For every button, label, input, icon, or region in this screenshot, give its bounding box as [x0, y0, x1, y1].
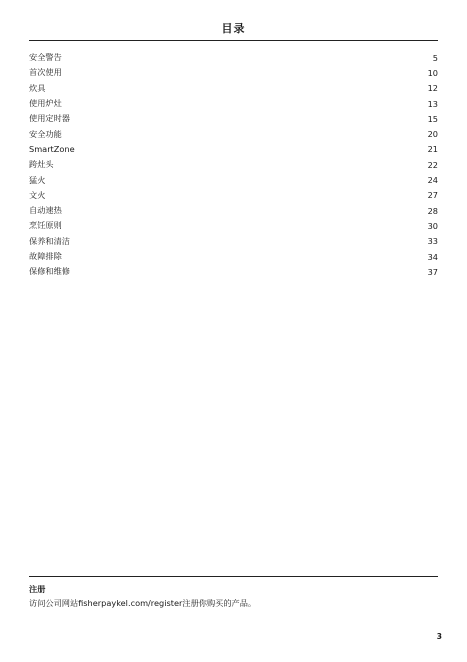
- toc-label: 文火: [29, 189, 46, 200]
- toc-label: 保养和清洁: [29, 235, 70, 246]
- toc-entry[interactable]: [29, 81, 438, 96]
- toc-entry[interactable]: [29, 172, 438, 187]
- toc-page: 13: [427, 98, 438, 109]
- toc-label: 安全警告: [29, 52, 62, 63]
- toc-page: 33: [427, 236, 438, 247]
- toc-page: 34: [427, 251, 438, 262]
- toc-entry[interactable]: [29, 111, 438, 126]
- toc-entry[interactable]: [29, 249, 438, 264]
- toc-label: 首次使用: [29, 67, 62, 78]
- toc-label: 炊具: [29, 82, 46, 93]
- page-number: 3: [436, 632, 442, 641]
- toc-label: 安全功能: [29, 128, 62, 139]
- toc-entry[interactable]: [29, 50, 438, 65]
- toc-page: 28: [427, 205, 438, 216]
- toc-page: 37: [427, 266, 438, 277]
- toc-page: 27: [427, 190, 438, 201]
- table-of-contents: [29, 50, 438, 279]
- toc-label: SmartZone: [29, 144, 75, 155]
- toc-label: 猛火: [29, 174, 46, 185]
- toc-entry[interactable]: [29, 126, 438, 141]
- page-title: 目录: [221, 22, 246, 35]
- toc-label: 自动速热: [29, 205, 62, 216]
- toc-entry[interactable]: [29, 188, 438, 203]
- toc-label: 使用炉灶: [29, 98, 62, 109]
- toc-page: 12: [427, 83, 438, 94]
- toc-label: 使用定时器: [29, 113, 70, 124]
- toc-label: 保修和维修: [29, 266, 70, 277]
- toc-entry[interactable]: [29, 142, 438, 157]
- toc-page: 22: [427, 159, 438, 170]
- toc-entry[interactable]: [29, 96, 438, 111]
- toc-label: 烹饪原则: [29, 220, 62, 231]
- toc-entry[interactable]: [29, 264, 438, 279]
- toc-page: 10: [427, 67, 438, 78]
- toc-page: 21: [427, 144, 438, 155]
- toc-label: 跨灶头: [29, 159, 54, 170]
- toc-entry[interactable]: [29, 203, 438, 218]
- toc-page: 30: [427, 220, 438, 231]
- note-title: 注册: [29, 584, 46, 594]
- toc-page: 5: [432, 52, 438, 63]
- footer-divider: [29, 576, 438, 577]
- toc-page: 15: [427, 113, 438, 124]
- toc-page: 20: [427, 129, 438, 140]
- note-text: 访问公司网站fisherpaykel.com/register注册你购买的产品。: [29, 598, 257, 608]
- toc-entry[interactable]: [29, 218, 438, 233]
- title-divider: [29, 40, 438, 41]
- toc-label: 故障排除: [29, 251, 62, 261]
- toc-entry[interactable]: [29, 234, 438, 249]
- toc-entry[interactable]: [29, 65, 438, 80]
- toc-entry[interactable]: [29, 157, 438, 172]
- toc-page: 24: [427, 175, 438, 186]
